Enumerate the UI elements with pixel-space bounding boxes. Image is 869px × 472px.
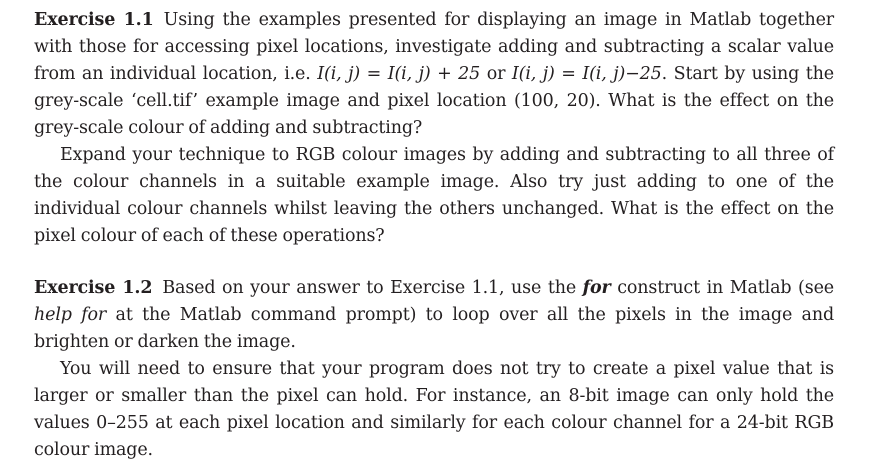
- exercise-1-1-paragraph-1: [34, 7, 834, 142]
- help-command-argument: for: [81, 305, 107, 325]
- exercise-1-1-title: Exercise 1.1: [34, 10, 154, 30]
- exercise-1-2-text-part-2: construct in Matlab (see: [610, 278, 834, 298]
- exercise-1-1-text-part-3: . Start by using the grey-scale ‘cell.tif’ example image and pixel location (100, 20). What is the effect on the grey-scale colour of adding and subtracting?: [34, 64, 834, 138]
- exercise-1-2-paragraph-1: [34, 275, 834, 356]
- exercise-1-1-text-part-2: or: [480, 64, 512, 84]
- exercise-1-2-paragraph-2: You will need to ensure that your program does not try to create a pixel value that is larger or smaller than the pixel can hold. For instance, an 8-bit image can only hold the values 0–255 at each pixel location and similarly for each colour channel for a 24-bit RGB colour image.: [34, 359, 834, 460]
- subtract-equation: I(i, j) = I(i, j)−25: [511, 64, 662, 84]
- exercise-1-1: [34, 7, 834, 250]
- exercise-1-2-text-part-1: Based on your answer to Exercise 1.1, use the: [162, 278, 583, 298]
- exercise-1-2-title: Exercise 1.2: [34, 278, 153, 298]
- add-equation: I(i, j) = I(i, j) + 25: [317, 64, 481, 84]
- exercise-1-2-text-part-3: at the Matlab command prompt) to loop over all the pixels in the image and brighten or darken the image.: [34, 305, 834, 352]
- for-keyword: for: [582, 278, 611, 298]
- exercise-1-2: [34, 275, 834, 464]
- exercise-page: [34, 7, 834, 464]
- exercise-1-1-text-part-1: Using the examples presented for displaying an image in Matlab together with those for accessing pixel locations, investigate adding and subtracting a scalar value from an individual location, i.e.: [34, 10, 835, 84]
- exercise-1-1-paragraph-2: Expand your technique to RGB colour images by adding and subtracting to all three of the colour channels in a suitable example image. Also try just adding to one of the individual colour channels whilst leaving the others unchanged. What is the effect on the pixel colour of each of these operations?: [34, 145, 834, 246]
- help-command-word: help: [34, 305, 72, 325]
